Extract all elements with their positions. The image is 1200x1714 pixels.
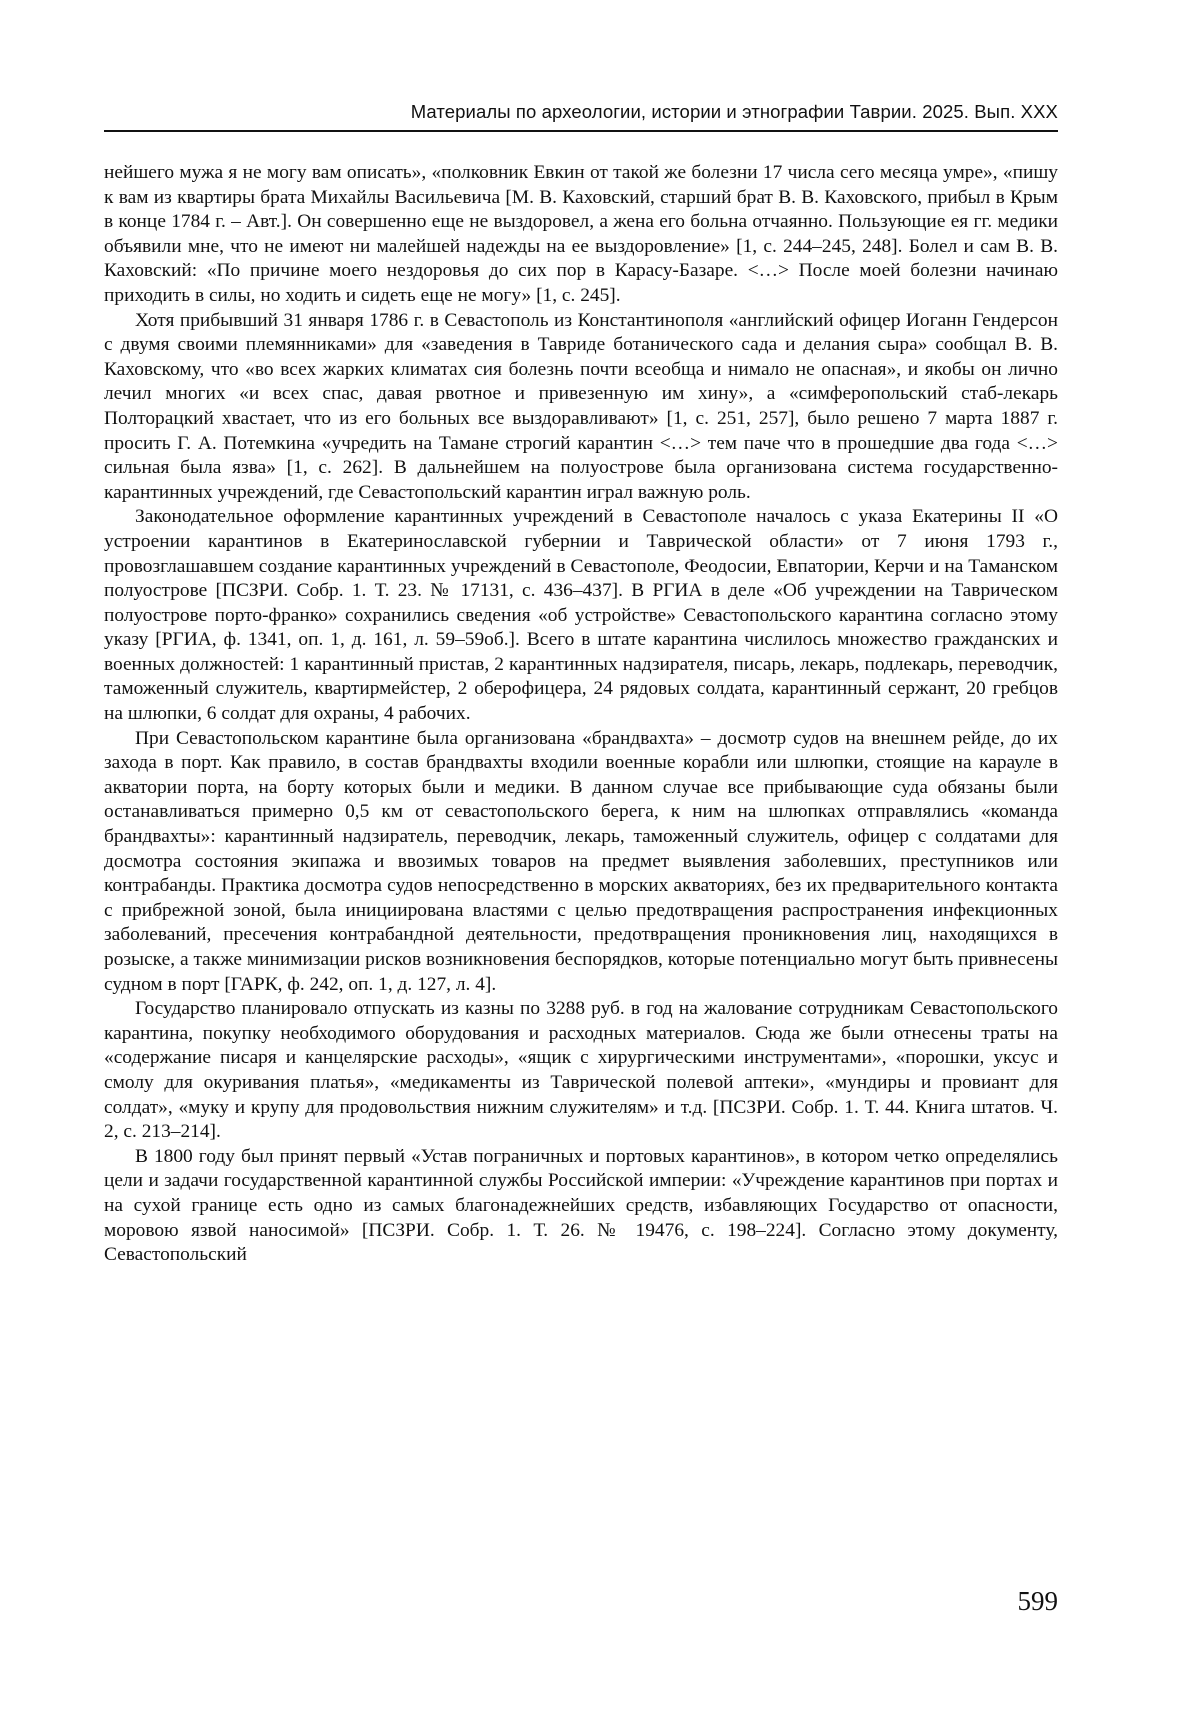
header-rule: [104, 130, 1058, 132]
running-head: Материалы по археологии, истории и этнографии Таврии. 2025. Вып. XXX: [410, 101, 1058, 122]
body-text: [104, 161, 1058, 1268]
paragraph-4: При Севастопольском карантине была организована «брандвахта» – досмотр судов на внешнем рейде, до их захода в порт. Как правило, в состав брандвахты входили военные корабли или шлюпки, стоящие на карауле в акватории порта, на борту которых были и медики. В данном случае все прибывающие суда обязаны были останавливаться примерно 0,5 км от севастопольского берега, к ним на шлюпках отправлялись «команда брандвахты»: карантинный надзиратель, переводчик, лекарь, таможенный служитель, офицер с солдатами для досмотра состояния экипажа и ввозимых товаров на предмет выявления заболевших, преступников или контрабанды. Практика досмотра судов непосредственно в морских акваториях, без их предварительного контакта с прибрежной зоной, была инициирована властями с целью предотвращения распространения инфекционных заболеваний, пресечения контрабандной деятельности, предотвращения проникновения лиц, находящихся в розыске, а также минимизации рисков возникновения беспорядков, которые потенциально могут быть привнесены судном в порт [ГАРК, ф. 242, оп. 1, д. 127, л. 4].: [104, 727, 1058, 995]
paragraph-6: В 1800 году был принят первый «Устав пограничных и портовых карантинов», в котором четко определялись цели и задачи государственной карантинной службы Российской империи: «Учреждение карантинов при портах и на сухой границе есть одно из самых благонадежнейших средств, избавляющих Государство от опасности, моровою язвой наносимой» [ПСЗРИ. Собр. 1. Т. 26. № 19476, с. 198–224]. Согласно этому документу, Севастопольский: [104, 1145, 1058, 1266]
page-number: 599: [1017, 1586, 1058, 1616]
paragraph-1: нейшего мужа я не могу вам описать», «полковник Евкин от такой же болезни 17 числа сего месяца умре», «пишу к вам из квартиры брата Михайлы Васильевича [М. В. Каховский, старший брат В. В. Каховского, прибыл в Крым в конце 1784 г. – Авт.]. Он совершенно еще не выздоровел, а жена его больна отчаянно. Пользующие ея гг. медики объявили мне, что не имеют ни малейшей надежды на ее выздоровление» [1, с. 244–245, 248]. Болел и сам В. В. Каховский: «По причине моего нездоровья до сих пор в Карасу-Базаре. <…> После моей болезни начинаю приходить в силы, но ходить и сидеть еще не могу» [1, с. 245].: [104, 162, 1058, 306]
paragraph-5: Государство планировало отпускать из казны по 3288 руб. в год на жалование сотрудникам Севастопольского карантина, покупку необходимого оборудования и расходных материалов. Сюда же были отнесены траты на «содержание писаря и канцелярские расходы», «ящик с хирургическими инструментами», «порошки, уксус и смолу для окуривания платья», «медикаменты из Таврической полевой аптеки», «мундиры и провиант для солдат», «муку и крупу для продовольствия нижним служителям» и т.д. [ПСЗРИ. Собр. 1. Т. 44. Книга штатов. Ч. 2, с. 213–214].: [104, 998, 1058, 1143]
paragraph-3: Законодательное оформление карантинных учреждений в Севастополе началось с указа Екатерины II «О устроении карантинов в Екатеринославской губернии и Таврической области» от 7 июня 1793 г., провозглашавшем создание карантинных учреждений в Севастополе, Феодосии, Евпатории, Керчи и на Таманском полуострове [ПСЗРИ. Собр. 1. Т. 23. № 17131, с. 436–437]. В РГИА в деле «Об учреждении на Таврическом полуострове порто-франко» сохранились сведения «об устройстве» Севастопольского карантина согласно этому указу [РГИА, ф. 1341, оп. 1, д. 161, л. 59–59об.]. Всего в штате карантина числилось множество гражданских и военных должностей: 1 карантинный пристав, 2 карантинных надзирателя, писарь, лекарь, подлекарь, переводчик, таможенный служитель, квартирмейстер, 2 оберофицера, 24 рядовых солдата, карантинный сержант, 20 гребцов на шлюпки, 6 солдат для охраны, 4 рабочих.: [104, 506, 1058, 725]
paragraph-2: Хотя прибывший 31 января 1786 г. в Севастополь из Константинополя «английский офицер Иоганн Гендерсон с двумя своими племянниками» для «заведения в Тавриде ботанического сада и делания сыра» сообщал В. В. Каховскому, что «во всех жарких климатах сия болезнь почти всеобща и нимало не опасная», и якобы он лично лечил многих «и всех спас, давая рвотное и привезенную им хину», а «симферопольский стаб-лекарь Полторацкий хвастает, что из его больных все выздоравливают» [1, с. 251, 257], было решено 7 марта 1887 г. просить Г. А. Потемкина «учредить на Тамане строгий карантин <…> тем паче что в прошедшие два года <…> сильная была язва» [1, с. 262]. В дальнейшем на полуострове была организована система государственно-карантинных учреждений, где Севастопольский карантин играл важную роль.: [104, 309, 1058, 503]
